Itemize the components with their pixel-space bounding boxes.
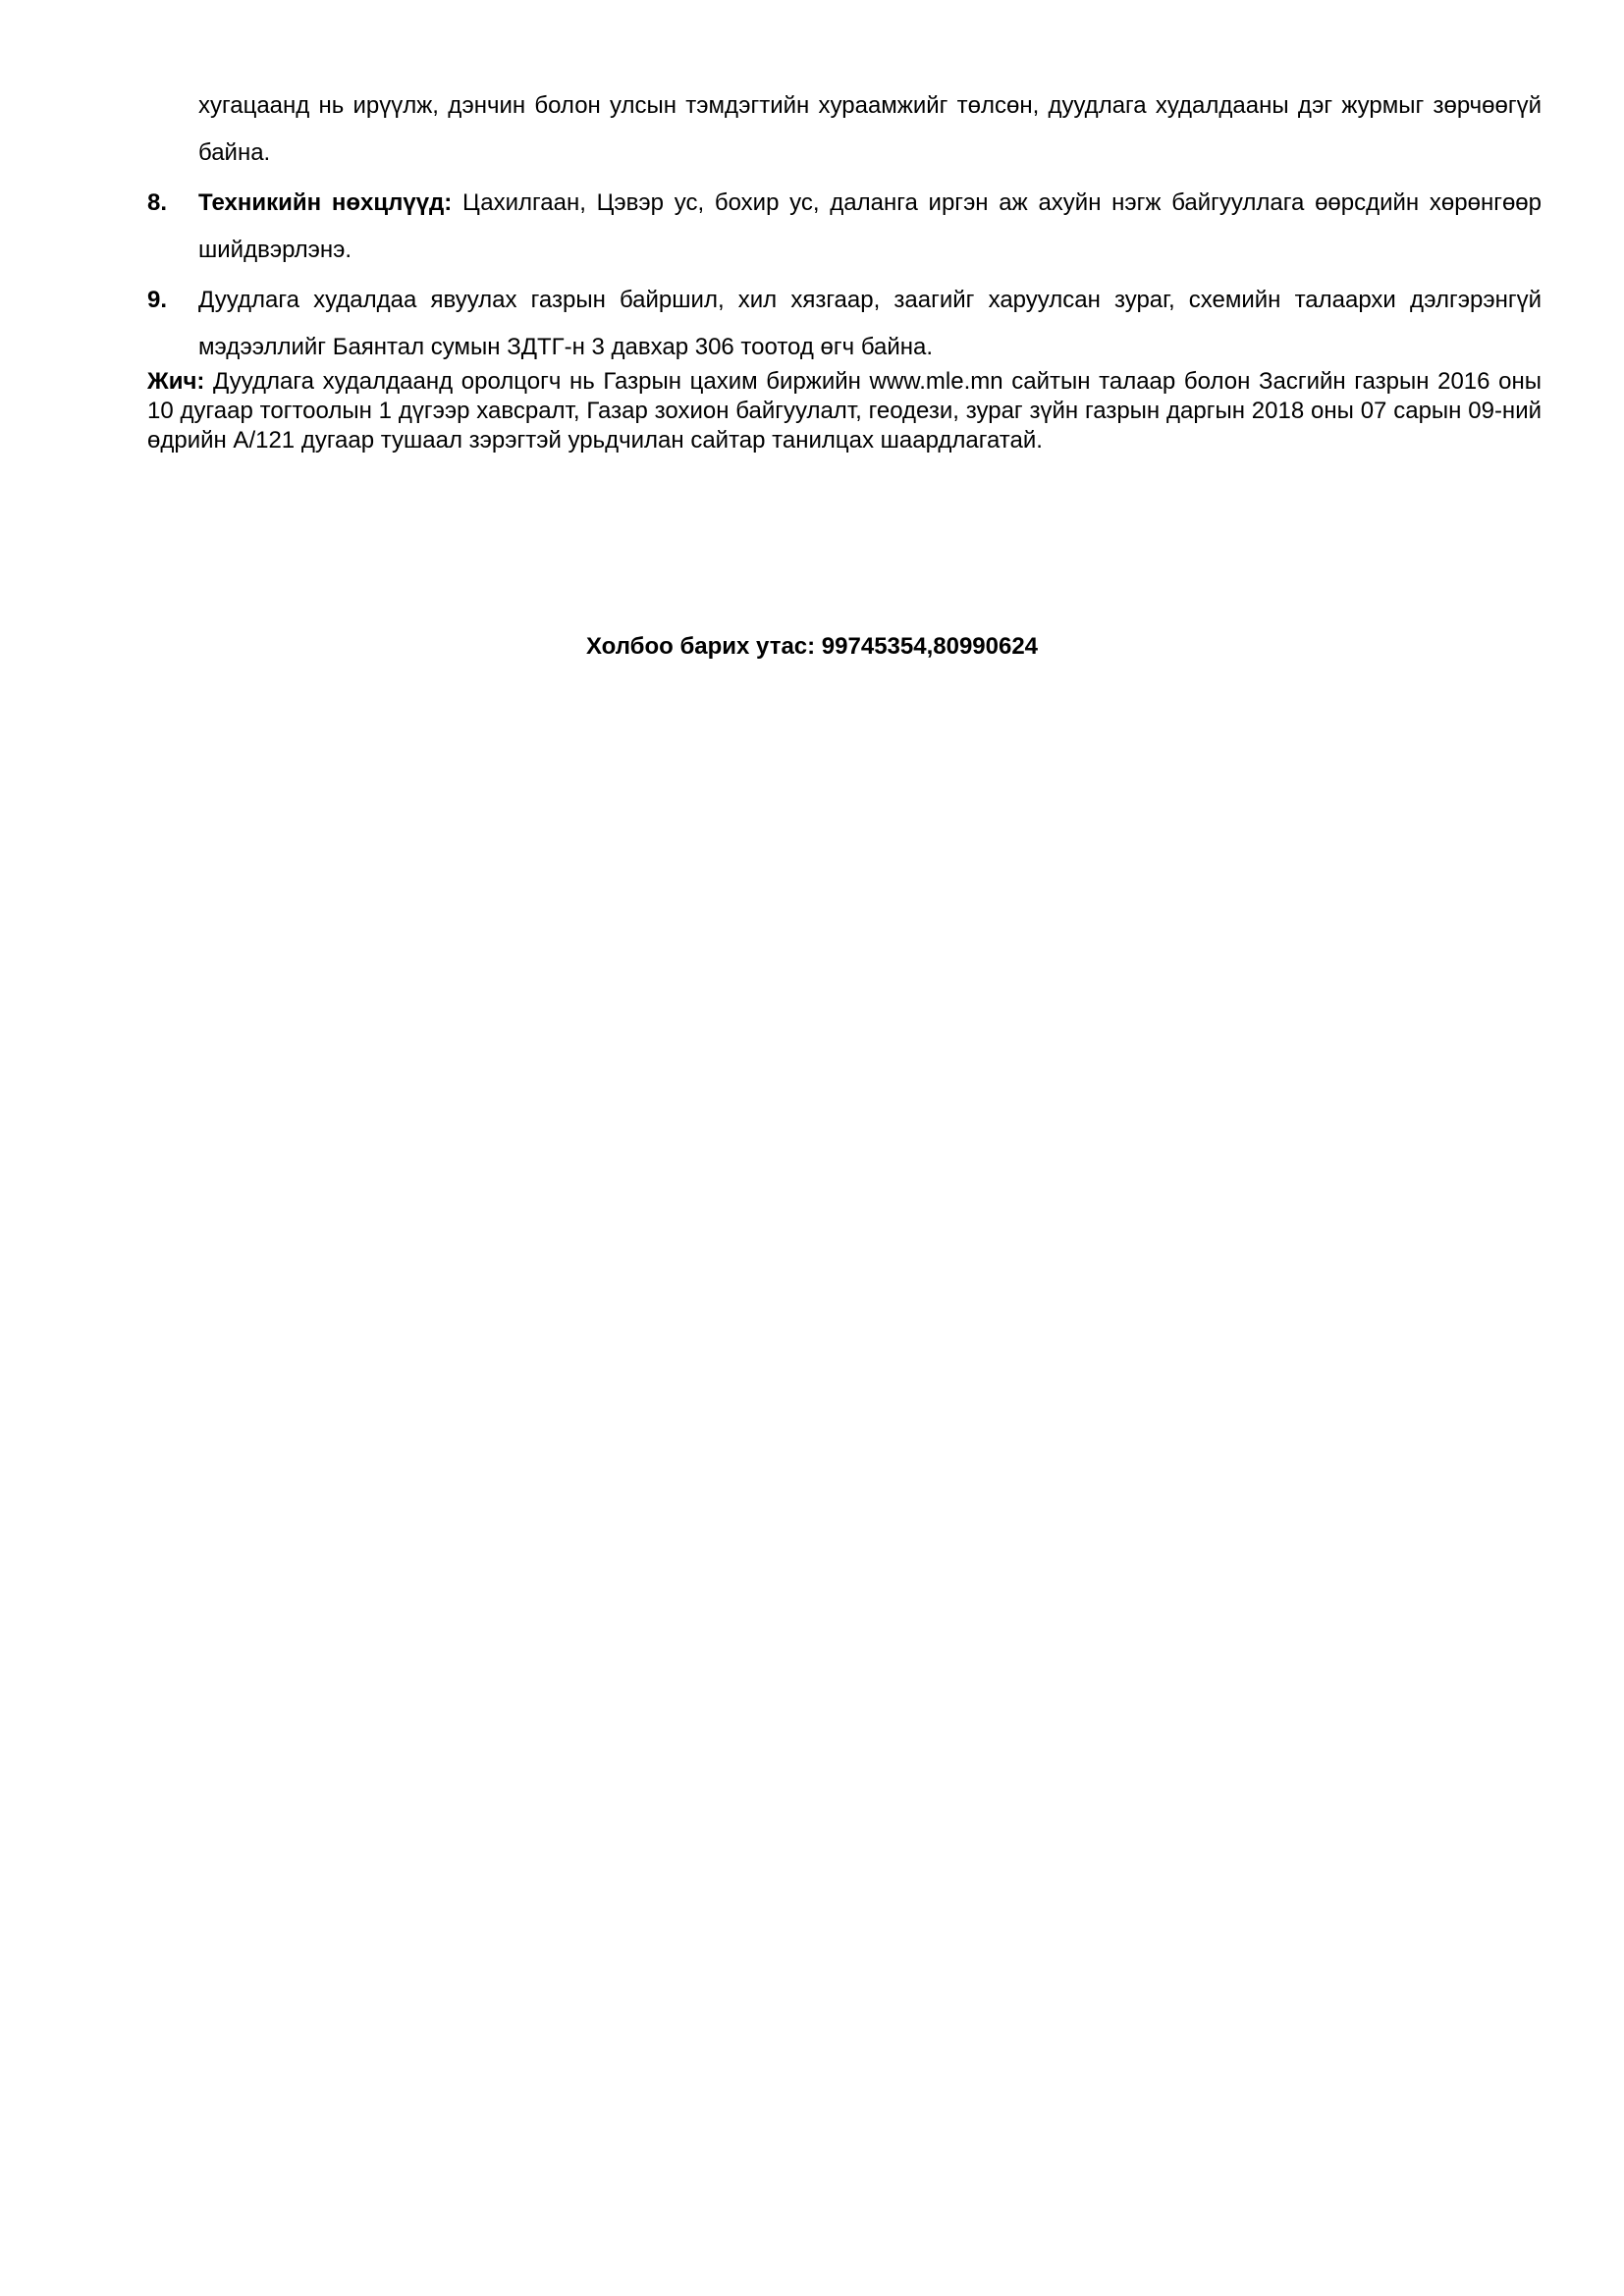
list-item-heading: Техникийн нөхцлүүд: [198, 189, 453, 216]
list-item-text: Цахилгаан, Цэвэр ус, бохир ус, даланга иргэн аж ахуйн нэгж байгууллага өөрсдийн хөрөнгөөр шийдвэрлэнэ. [198, 189, 1543, 263]
note-paragraph [147, 367, 1542, 455]
continuation-text: хугацаанд нь ирүүлж, дэнчин болон улсын тэмдэгтийн хураамжийг төлсөн, дуудлага худалдааны дэг журмыг зөрчөөгүй байна. [198, 92, 1542, 166]
note-label: Жич: [147, 368, 205, 395]
list-item-text: Дуудлага худалдаа явуулах газрын байршил, хил хязгаар, заагийг харуулсан зураг, схемийн талаархи дэлгэрэнгүй мэдээллийг Баянтал сумын ЗДТГ-н 3 давхар 306 тоотод өгч байна. [198, 287, 1542, 360]
note-text: Дуудлага худалдаанд оролцогч нь Газрын цахим биржийн www.mle.mn сайтын талаар болон Засгийн газрын 2016 оны 10 дугаар тогтоолын 1 дүгээр хавсралт, Газар зохион байгуулалт, геодези, зураг зүйн газрын даргын 2018 оны 07 сарын 09-ний өдрийн А/121 дугаар тушаал зэрэгтэй урьдчилан сайтар танилцах шаардлагатай. [147, 368, 1542, 454]
list-item-number: 9. [147, 287, 168, 313]
list-item-number: 8. [147, 189, 168, 216]
contact-phone: Холбоо барих утас: 99745354,80990624 [585, 633, 1039, 660]
list-item-8 [147, 180, 1542, 274]
list-item-continuation [147, 82, 1542, 177]
numbered-list [147, 82, 1542, 371]
list-item-9 [147, 277, 1542, 371]
list-item-body [198, 277, 1542, 371]
list-item-body [198, 180, 1542, 274]
